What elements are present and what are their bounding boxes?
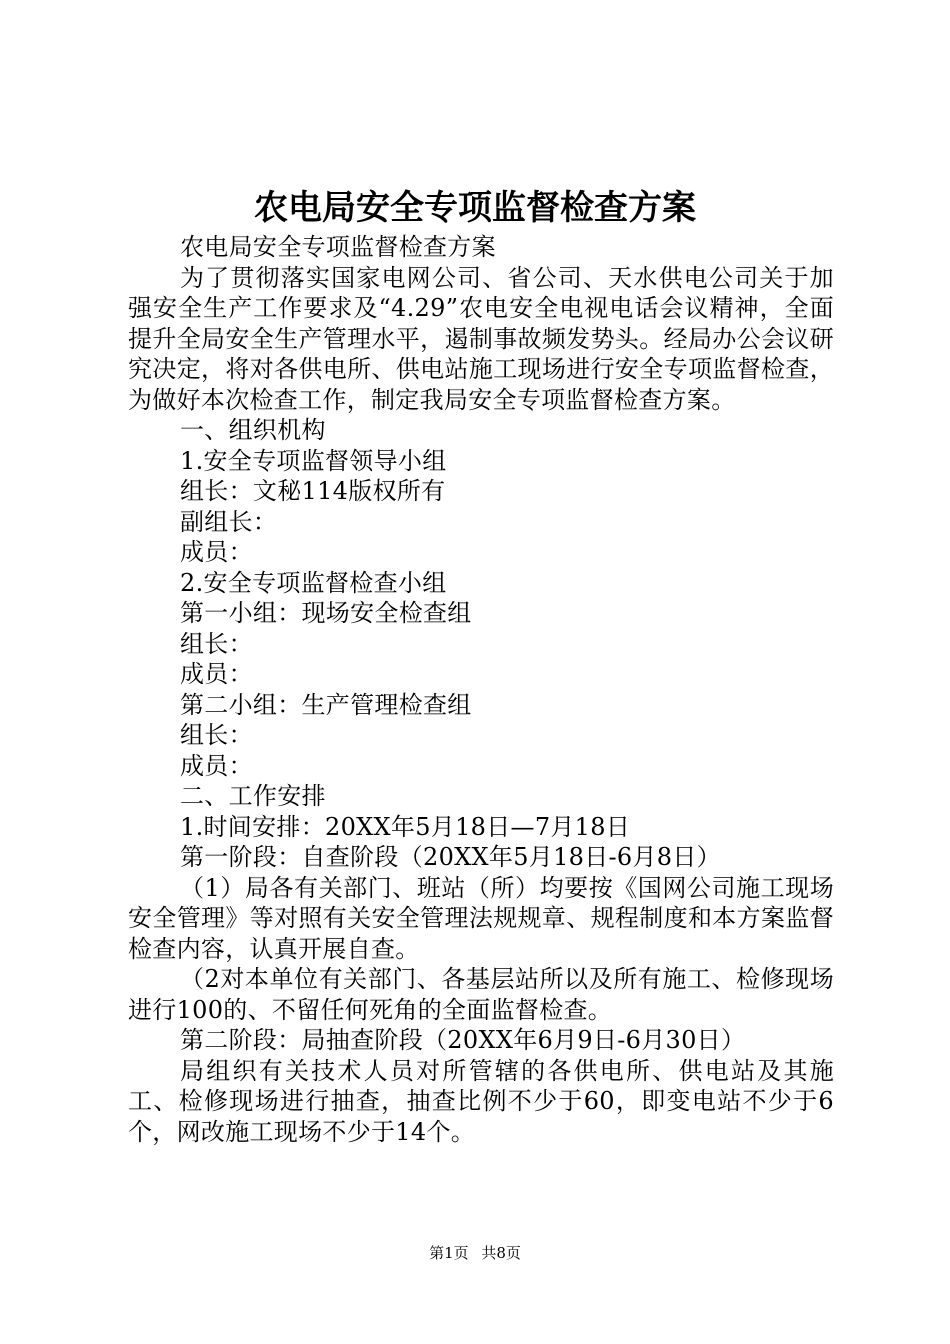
line-second-team-leader: 组长： [180,721,253,749]
line-group-leader: 组长：文秘114版权所有 [180,477,446,505]
paragraph-phase-one-item-1: （1）局各有关部门、班站（所）均要按《国网公司施工现场安全管理》等对照有关安全管理法规规章、规程制度和本方案监督检查内容，认真开展自查。 [128,873,834,963]
paragraph-subtitle: 农电局安全专项监督检查方案 [180,233,496,261]
line-time-schedule: 1.时间安排：20XX年5月18日—7月18日 [180,812,631,841]
line-deputy-leader: 副组长： [180,507,278,536]
line-first-team-leader: 组长： [180,629,253,658]
line-second-team-members: 成员： [180,751,253,780]
line-members: 成员： [180,538,253,566]
line-first-team-members: 成员： [180,660,253,688]
paragraph-phase-two-detail: 局组织有关技术人员对所管辖的各供电所、供电站及其施工、检修现场进行抽查，抽查比例不少于60，即变电站不少于6个，网改施工现场不少于14个。 [128,1056,834,1146]
page-number-total: 共8页 [481,1244,521,1262]
page-number-current: 第1页 [429,1244,469,1262]
subsection-inspection-group: 2.安全专项监督检查小组 [180,568,447,597]
subsection-leadership-group: 1.安全专项监督领导小组 [180,446,447,475]
line-first-team: 第一小组：现场安全检查组 [180,599,472,627]
section-heading-organization: 一、组织机构 [180,416,326,444]
document-title: 农电局安全专项监督检查方案 [254,188,696,228]
paragraph-intro: 为了贯彻落实国家电网公司、省公司、天水供电公司关于加强安全生产工作要求及“4.29”农电安全电视电话会议精神，全面提升全局安全生产管理水平，遏制事故频发势头。经局办公会议研究决定，将对各供电所、供电站施工现场进行安全专项监督检查，为做好本次检查工作，制定我局安全专项监督检查方案。 [128,263,834,414]
line-phase-two: 第二阶段：局抽查阶段（20XX年6月9日-6月30日） [180,1026,746,1054]
document-body [128,232,834,1147]
line-second-team: 第二小组：生产管理检查组 [180,690,472,719]
page-footer [0,1243,950,1263]
line-phase-one: 第一阶段：自查阶段（20XX年5月18日-6月8日） [180,843,721,871]
paragraph-phase-one-item-2: （2对本单位有关部门、各基层站所以及所有施工、检修现场进行100的、不留任何死角的全面监督检查。 [128,965,834,1024]
section-heading-work-arrangement: 二、工作安排 [180,782,326,810]
